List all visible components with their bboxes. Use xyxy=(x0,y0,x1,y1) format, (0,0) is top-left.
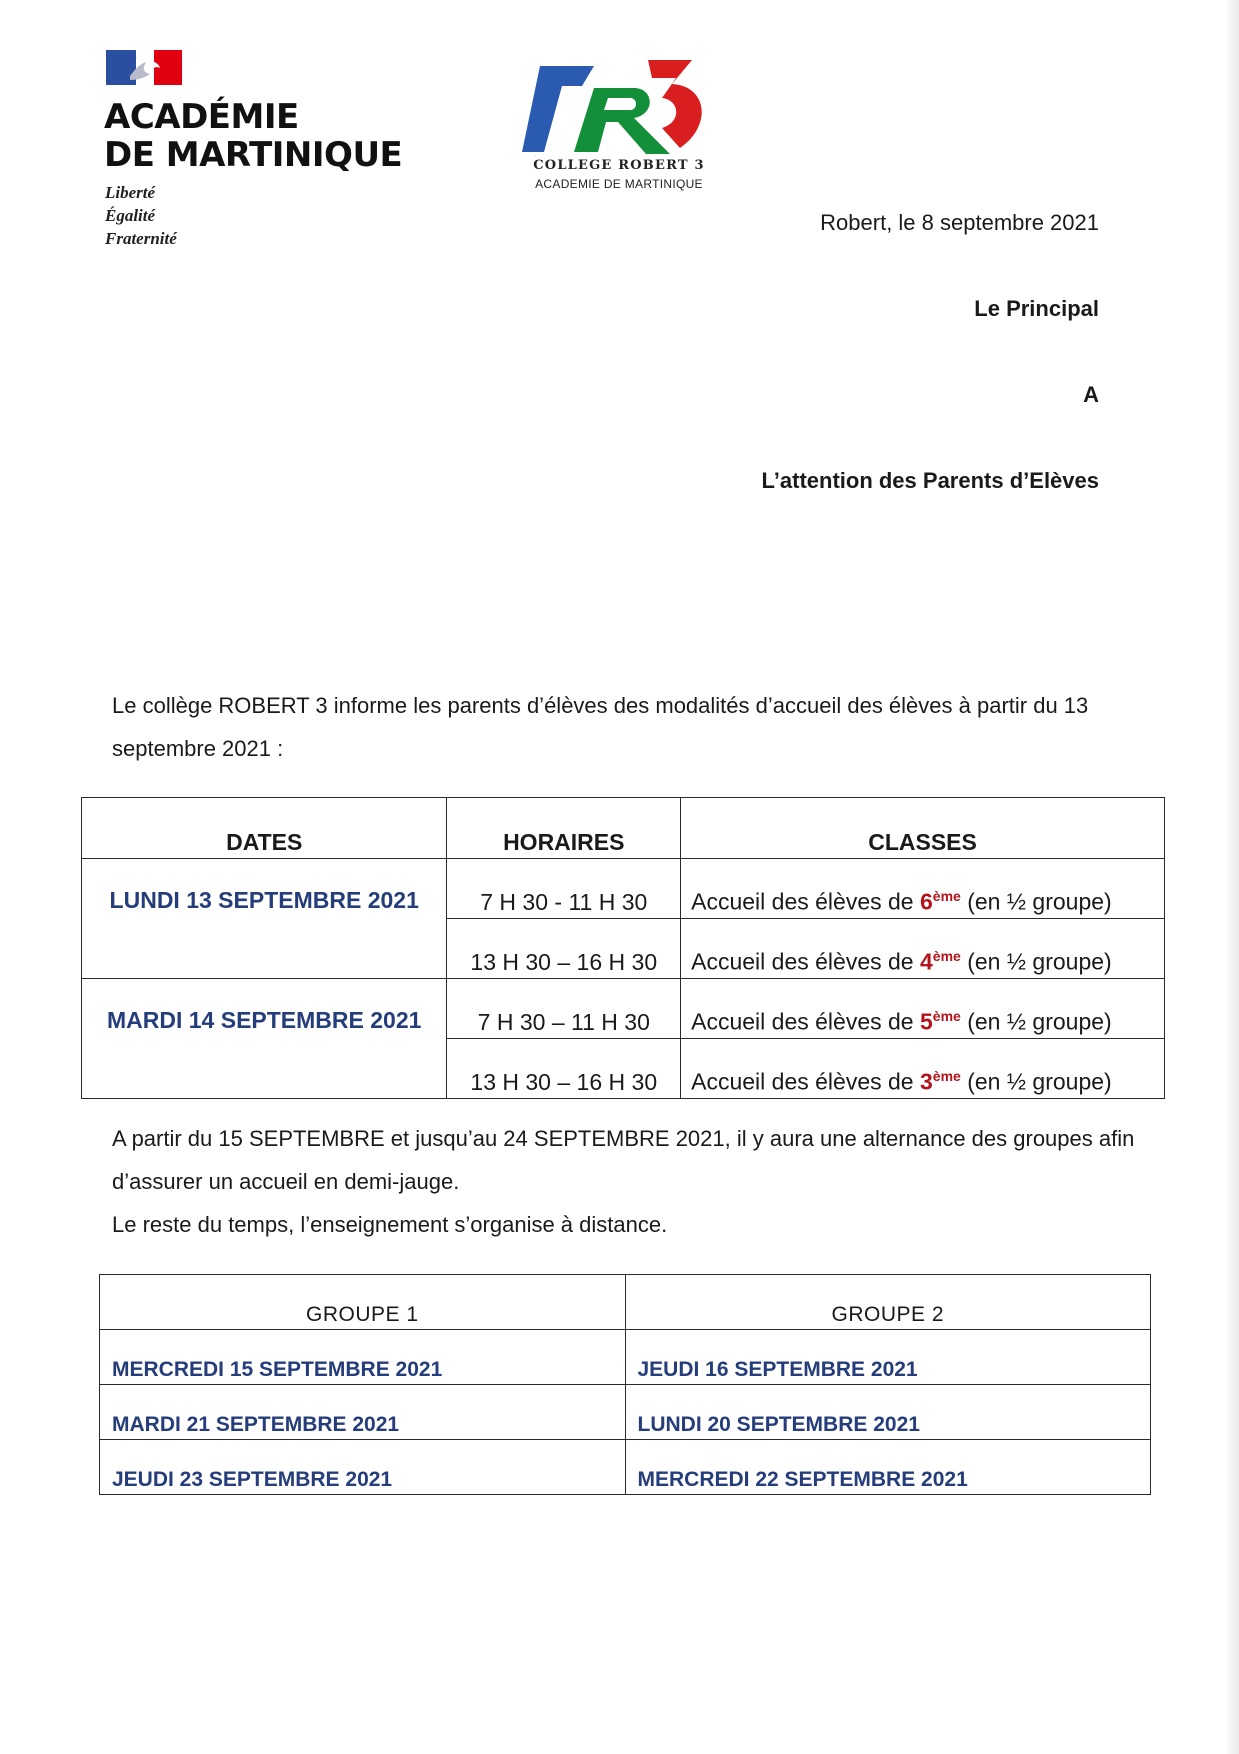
group1-date: MERCREDI 15 SEPTEMBRE 2021 xyxy=(100,1330,626,1385)
class-level-sup: ème xyxy=(932,948,961,965)
class-cell xyxy=(681,919,1165,979)
intro-paragraph: Le collège ROBERT 3 informe les parents d’élèves des modalités d’accueil des élèves à partir du 13 septembre 2021 : xyxy=(112,693,1089,761)
class-cell xyxy=(681,859,1165,919)
table-row xyxy=(82,979,1165,1039)
class-cell xyxy=(681,1039,1165,1099)
class-level-sup: ème xyxy=(932,888,961,905)
schedule-header-row xyxy=(82,798,1165,859)
distance-text: Le reste du temps, l’enseignement s’organise à distance. xyxy=(112,1212,668,1237)
logo-letters: CR3 xyxy=(534,156,537,157)
class-level-sup: ème xyxy=(932,1068,961,1085)
motto-fraternite: Fraternité xyxy=(105,229,177,248)
alternance-text: A partir du 15 SEPTEMBRE et jusqu’au 24 SEPTEMBRE 2021, il y aura une alternance des groupes afin d’assurer un accueil en demi-jauge. xyxy=(112,1126,1135,1194)
header-dates: DATES xyxy=(82,798,447,859)
table-row xyxy=(100,1385,1151,1440)
class-prefix: Accueil des élèves de xyxy=(691,889,920,915)
page-edge-shadow xyxy=(1225,0,1239,1754)
college-logo-subtitle: ACADEMIE DE MARTINIQUE xyxy=(535,177,703,191)
academy-name-line2: DE MARTINIQUE xyxy=(104,135,403,175)
college-logo xyxy=(522,56,714,156)
time-cell: 13 H 30 – 16 H 30 xyxy=(447,919,681,979)
group1-date: JEUDI 23 SEPTEMBRE 2021 xyxy=(100,1440,626,1495)
group2-date: JEUDI 16 SEPTEMBRE 2021 xyxy=(625,1330,1151,1385)
letter-recipient: L’attention des Parents d’Elèves xyxy=(761,468,1099,493)
class-suffix: (en ½ groupe) xyxy=(960,889,1112,915)
class-prefix: Accueil des élèves de xyxy=(691,949,920,975)
class-level: 5 xyxy=(919,1009,933,1035)
class-suffix: (en ½ groupe) xyxy=(960,1069,1112,1095)
table-row xyxy=(100,1440,1151,1495)
class-level: 6 xyxy=(919,889,933,915)
class-level: 4 xyxy=(919,949,933,975)
group2-date: LUNDI 20 SEPTEMBRE 2021 xyxy=(625,1385,1151,1440)
class-cell xyxy=(681,979,1165,1039)
motto-liberte: Liberté xyxy=(105,183,156,202)
class-suffix: (en ½ groupe) xyxy=(960,1009,1112,1035)
class-level-sup: ème xyxy=(932,1008,961,1025)
academy-name-line1: ACADÉMIE xyxy=(104,97,299,137)
header-groupe-1: GROUPE 1 xyxy=(100,1275,626,1330)
college-logo-title: COLLEGE ROBERT 3 xyxy=(533,158,705,173)
groups-header-row xyxy=(100,1275,1151,1330)
republic-motto xyxy=(105,181,177,250)
group2-date: MERCREDI 22 SEPTEMBRE 2021 xyxy=(625,1440,1151,1495)
time-cell: 13 H 30 – 16 H 30 xyxy=(447,1039,681,1099)
header-groupe-2: GROUPE 2 xyxy=(625,1275,1151,1330)
day-cell: LUNDI 13 SEPTEMBRE 2021 xyxy=(82,859,447,979)
letter-a: A xyxy=(1083,382,1099,407)
groups-table xyxy=(99,1274,1151,1495)
header-horaires: HORAIRES xyxy=(447,798,681,859)
class-prefix: Accueil des élèves de xyxy=(691,1069,920,1095)
table-row xyxy=(82,859,1165,919)
class-suffix: (en ½ groupe) xyxy=(960,949,1112,975)
time-cell: 7 H 30 – 11 H 30 xyxy=(447,979,681,1039)
header-classes: CLASSES xyxy=(681,798,1165,859)
table-row xyxy=(100,1330,1151,1385)
group1-date: MARDI 21 SEPTEMBRE 2021 xyxy=(100,1385,626,1440)
marianne-flag-logo xyxy=(106,50,182,85)
letter-date: Robert, le 8 septembre 2021 xyxy=(820,210,1099,235)
motto-egalite: Égalité xyxy=(105,206,156,225)
time-cell: 7 H 30 - 11 H 30 xyxy=(447,859,681,919)
schedule-table xyxy=(81,797,1165,1099)
day-cell: MARDI 14 SEPTEMBRE 2021 xyxy=(82,979,447,1099)
letter-sender: Le Principal xyxy=(974,296,1099,321)
class-prefix: Accueil des élèves de xyxy=(691,1009,920,1035)
alternance-paragraph xyxy=(112,1117,1172,1246)
class-level: 3 xyxy=(919,1069,933,1095)
academy-name xyxy=(104,98,402,174)
